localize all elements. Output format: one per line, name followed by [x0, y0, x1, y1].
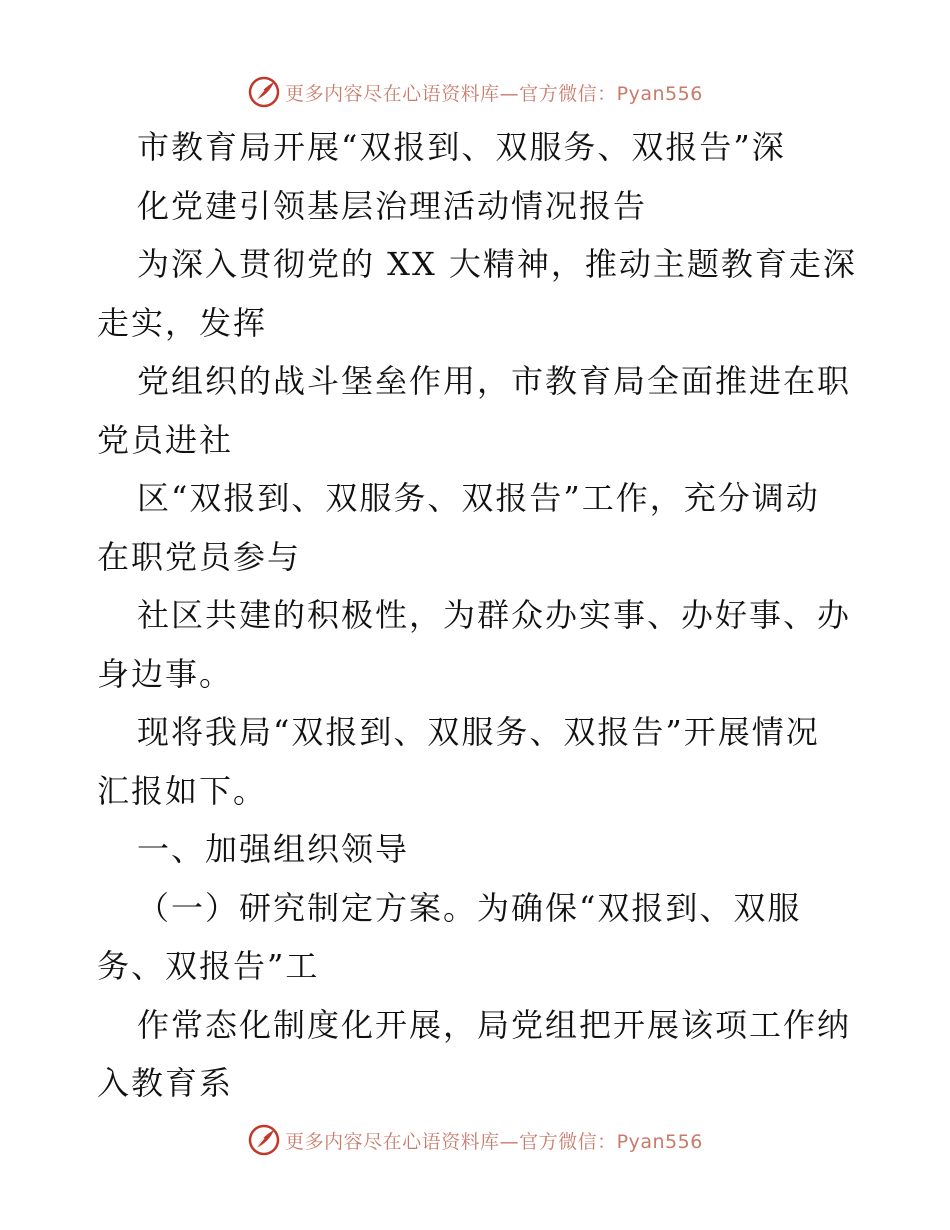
text-line: 社区共建的积极性，为群众办实事、办好事、办 [137, 596, 852, 634]
header-watermark [0, 72, 950, 112]
text-line: 化党建引领基层治理活动情况报告 [137, 186, 648, 225]
text-line: 入教育系 [97, 1064, 234, 1102]
footer-watermark [0, 1120, 950, 1160]
text-line: 党组织的战斗堡垒作用，市教育局全面推进在职 [137, 362, 852, 400]
text-line: 身边事。 [97, 654, 234, 693]
watermark-text: 更多内容尽在心语资料库—官方微信：Pyan556 [285, 82, 703, 105]
watermark-text: 更多内容尽在心语资料库—官方微信：Pyan556 [285, 1130, 703, 1153]
text-line: 现将我局“双报到、双服务、双报告”开展情况 [137, 713, 820, 751]
text-line: 党员进社 [97, 420, 234, 459]
text-line: （一）研究制定方案。为确保“双报到、双服 [137, 888, 802, 927]
text-line: 一、加强组织领导 [137, 830, 410, 868]
document-body [97, 118, 857, 1113]
feather-pen-logo-icon [247, 1123, 281, 1157]
text-line: 区“双报到、双服务、双报告”工作，充分调动 [137, 479, 820, 517]
text-line: 走实，发挥 [97, 303, 268, 342]
feather-pen-logo-icon [247, 75, 281, 109]
text-line: 作常态化制度化开展，局党组把开展该项工作纳 [137, 1005, 852, 1044]
text-line: 汇报如下。 [97, 771, 268, 810]
text-line: 务、双报告”工 [97, 947, 320, 985]
text-line: 为深入贯彻党的 XX 大精神，推动主题教育走深 [137, 245, 857, 283]
text-line: 市教育局开展“双报到、双服务、双报告”深 [137, 128, 786, 166]
text-line: 在职党员参与 [97, 537, 302, 576]
